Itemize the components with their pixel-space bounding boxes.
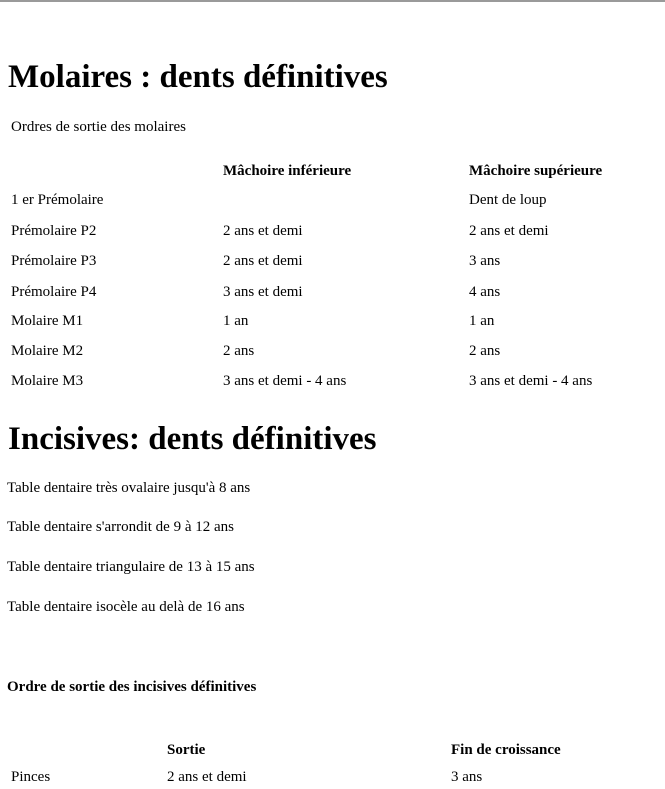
row-fin-de-croissance: 3 ans [451,769,483,785]
molaires-table-header [0,161,665,183]
table-row [0,371,665,393]
row-label: Molaire M1 [11,313,84,329]
molaires-heading: Molaires : dents définitives [8,59,388,95]
row-label: Prémolaire P4 [11,284,97,300]
incisives-header-fin-de-croissance: Fin de croissance [451,742,561,758]
row-inferieure: 3 ans et demi [223,284,303,300]
window-top-border [0,0,665,2]
table-row [0,221,665,243]
row-sortie: 2 ans et demi [167,769,247,785]
incisives-table-title: Ordre de sortie des incisives définitives [7,679,257,695]
row-inferieure: 1 an [223,313,249,329]
incisives-table-header [0,740,665,762]
row-superieure: 2 ans et demi [469,223,549,239]
molaires-caption: Ordres de sortie des molaires [11,119,186,135]
row-inferieure: 2 ans [223,343,255,359]
incisives-paragraph: Table dentaire très ovalaire jusqu'à 8 ans [7,480,251,496]
row-label: Prémolaire P3 [11,253,97,269]
row-superieure: Dent de loup [469,192,547,208]
table-row [0,282,665,304]
row-superieure: 2 ans [469,343,501,359]
incisives-heading: Incisives: dents définitives [8,421,377,457]
incisives-paragraph: Table dentaire isocèle au delà de 16 ans [7,599,245,615]
row-label: Pinces [11,769,51,785]
molaires-header-machoire-superieure: Mâchoire supérieure [469,163,603,179]
table-row [0,311,665,333]
row-label: Prémolaire P2 [11,223,97,239]
row-label: 1 er Prémolaire [11,192,104,208]
row-inferieure: 3 ans et demi - 4 ans [223,373,347,389]
row-superieure: 1 an [469,313,495,329]
incisives-header-sortie: Sortie [167,742,206,758]
incisives-paragraph: Table dentaire s'arrondit de 9 à 12 ans [7,519,234,535]
row-superieure: 3 ans et demi - 4 ans [469,373,593,389]
row-inferieure: 2 ans et demi [223,223,303,239]
row-label: Molaire M2 [11,343,84,359]
row-inferieure: 2 ans et demi [223,253,303,269]
table-row [0,341,665,363]
incisives-paragraph: Table dentaire triangulaire de 13 à 15 ans [7,559,255,575]
table-row [0,251,665,273]
row-label: Molaire M3 [11,373,84,389]
row-superieure: 4 ans [469,284,501,300]
table-row [0,190,665,212]
molaires-header-machoire-inferieure: Mâchoire inférieure [223,163,352,179]
table-row [0,767,665,789]
row-superieure: 3 ans [469,253,501,269]
